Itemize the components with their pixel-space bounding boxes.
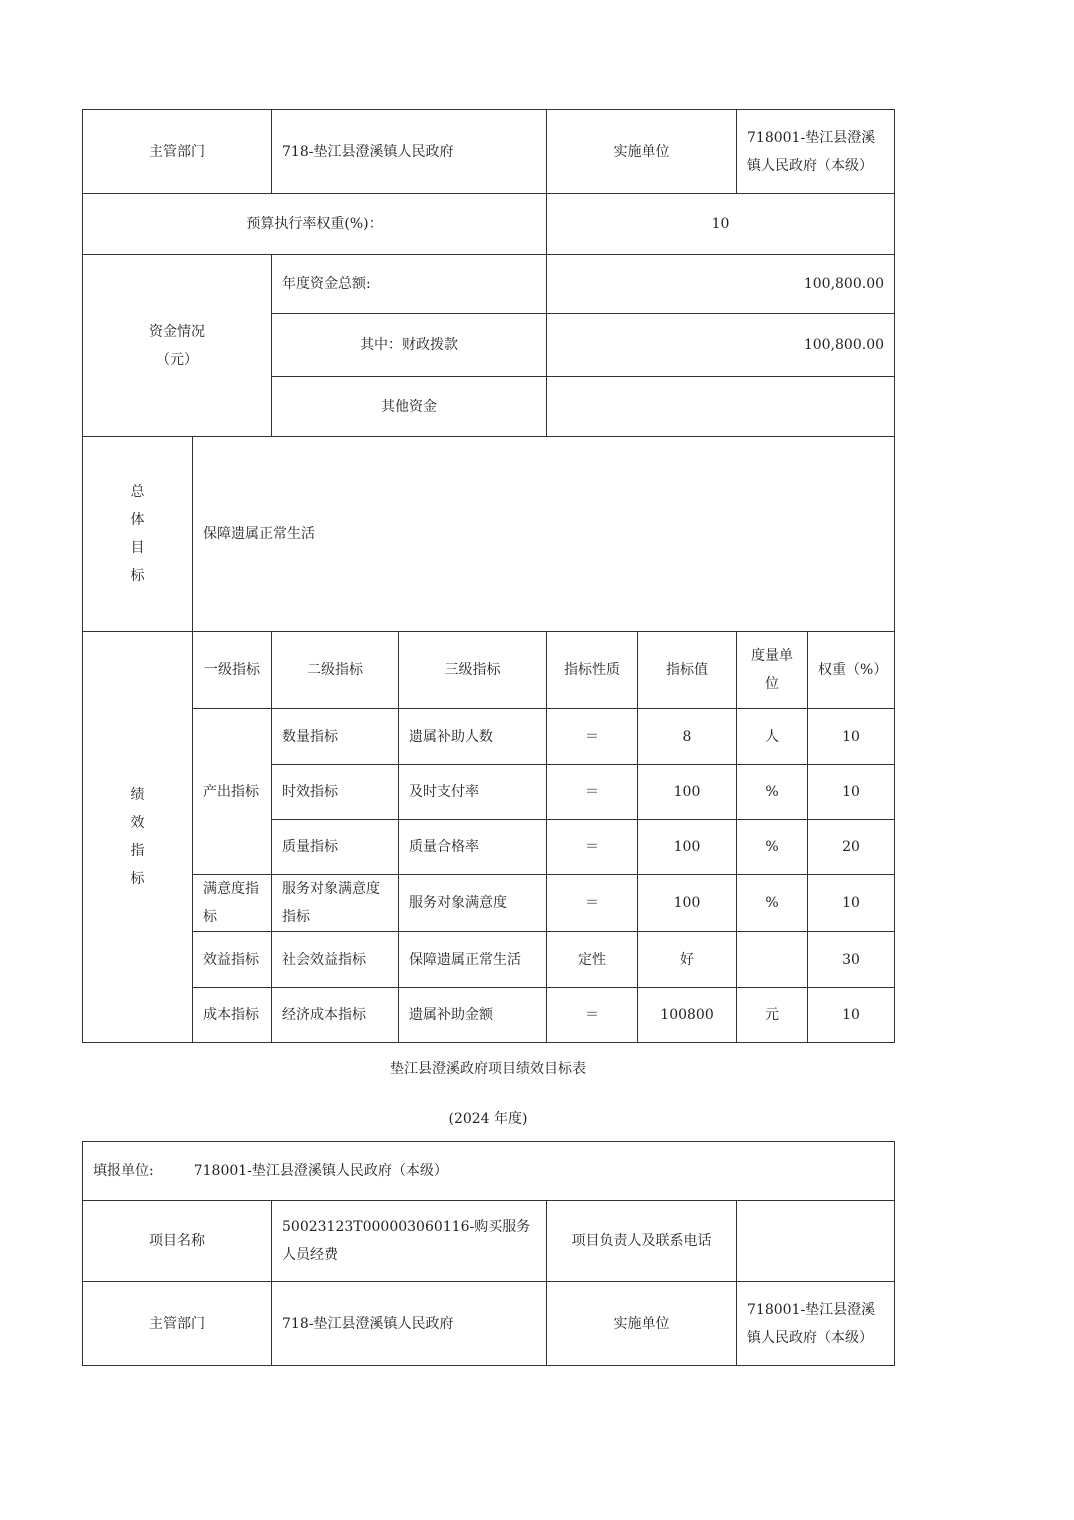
level1-cell: 满意度指标 [193, 875, 272, 932]
filler-value: 718001-垫江县澄溪镇人民政府（本级） [193, 1163, 448, 1179]
filler-label: 填报单位: [93, 1163, 154, 1179]
value-cell: 100 [638, 875, 737, 932]
nature-cell: ＝ [547, 988, 638, 1043]
filler-row [83, 1142, 895, 1201]
table-title: 垫江县澄溪政府项目绩效目标表 [390, 1061, 586, 1077]
level3-cell: 遗属补助金额 [399, 988, 547, 1043]
header-value: 指标值 [638, 632, 737, 709]
unit-cell: % [737, 765, 808, 820]
nature-cell: ＝ [547, 875, 638, 932]
budget-rate-value: 10 [547, 194, 895, 255]
table-row [83, 875, 895, 932]
goal-label-char: 体 [130, 512, 145, 528]
level3-cell: 遗属补助人数 [399, 709, 547, 765]
header-level1: 一级指标 [193, 632, 272, 709]
level3-cell: 及时支付率 [399, 765, 547, 820]
unit-cell: % [737, 875, 808, 932]
goal-label-char: 总 [130, 484, 145, 500]
value-cell: 100 [638, 820, 737, 875]
nature-cell: ＝ [547, 765, 638, 820]
other-funds-value [547, 377, 895, 437]
performance-table [82, 109, 895, 1043]
impl-label: 实施单位 [547, 1282, 737, 1366]
fiscal-label: 其中：财政拨款 [272, 314, 547, 377]
level1-cell: 产出指标 [193, 709, 272, 875]
level2-cell: 质量指标 [272, 820, 399, 875]
level3-cell: 服务对象满意度 [399, 875, 547, 932]
table-row [83, 709, 895, 765]
weight-cell: 30 [808, 932, 895, 988]
funds-label-line1: 资金情况 [149, 323, 205, 340]
funds-label [83, 255, 272, 437]
level2-cell: 数量指标 [272, 709, 399, 765]
nature-cell: 定性 [547, 932, 638, 988]
level3-cell: 保障遗属正常生活 [399, 932, 547, 988]
perf-label-char: 标 [130, 871, 145, 887]
level1-cell: 成本指标 [193, 988, 272, 1043]
other-funds-label: 其他资金 [272, 377, 547, 437]
header-weight: 权重（%） [808, 632, 895, 709]
level2-cell: 社会效益指标 [272, 932, 399, 988]
dept-label: 主管部门 [83, 1282, 272, 1366]
nature-cell: ＝ [547, 820, 638, 875]
value-cell: 100 [638, 765, 737, 820]
goal-value: 保障遗属正常生活 [193, 437, 895, 632]
level1-cell: 效益指标 [193, 932, 272, 988]
nature-cell: ＝ [547, 709, 638, 765]
header-unit: 度量单位 [737, 632, 808, 709]
goal-label-char: 标 [130, 568, 145, 584]
fiscal-value: 100,800.00 [547, 314, 895, 377]
funds-label-line2: （元） [156, 351, 198, 368]
project-name-value: 50023123T000003060116-购买服务人员经费 [272, 1201, 547, 1282]
contact-label: 项目负责人及联系电话 [547, 1201, 737, 1282]
table-year: (2024 年度) [448, 1111, 528, 1127]
dept-value: 718-垫江县澄溪镇人民政府 [272, 110, 547, 194]
level3-cell: 质量合格率 [399, 820, 547, 875]
table-row [83, 932, 895, 988]
budget-rate-label: 预算执行率权重(%)： [83, 194, 547, 255]
goal-label-char: 目 [130, 540, 145, 556]
project-name-label: 项目名称 [83, 1201, 272, 1282]
weight-cell: 10 [808, 988, 895, 1043]
dept-value: 718-垫江县澄溪镇人民政府 [272, 1282, 547, 1366]
unit-cell: % [737, 820, 808, 875]
annual-total-label: 年度资金总额: [272, 255, 547, 314]
impl-value: 718001-垫江县澄溪镇人民政府（本级） [737, 110, 895, 194]
perf-label-char: 绩 [130, 787, 145, 803]
impl-label: 实施单位 [547, 110, 737, 194]
unit-cell: 元 [737, 988, 808, 1043]
perf-label-char: 效 [130, 815, 145, 831]
table-row [83, 988, 895, 1043]
weight-cell: 10 [808, 875, 895, 932]
level2-cell: 服务对象满意度指标 [272, 875, 399, 932]
annual-total-value: 100,800.00 [547, 255, 895, 314]
value-cell: 好 [638, 932, 737, 988]
project-info-table [82, 1141, 895, 1366]
header-level3: 三级指标 [399, 632, 547, 709]
level2-cell: 经济成本指标 [272, 988, 399, 1043]
value-cell: 8 [638, 709, 737, 765]
weight-cell: 10 [808, 765, 895, 820]
performance-label [83, 632, 193, 1043]
unit-cell [737, 932, 808, 988]
dept-label: 主管部门 [83, 110, 272, 194]
unit-cell: 人 [737, 709, 808, 765]
weight-cell: 20 [808, 820, 895, 875]
contact-value [737, 1201, 895, 1282]
impl-value: 718001-垫江县澄溪镇人民政府（本级） [737, 1282, 895, 1366]
header-nature: 指标性质 [547, 632, 638, 709]
goal-label [83, 437, 193, 632]
header-level2: 二级指标 [272, 632, 399, 709]
perf-label-char: 指 [130, 843, 145, 859]
value-cell: 100800 [638, 988, 737, 1043]
weight-cell: 10 [808, 709, 895, 765]
level2-cell: 时效指标 [272, 765, 399, 820]
